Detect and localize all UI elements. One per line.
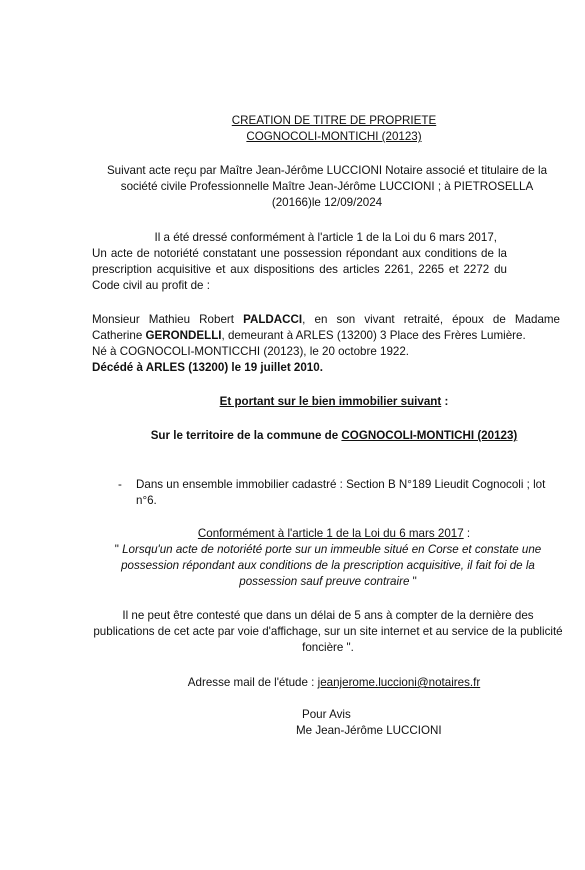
signatory: Me Jean-Jérôme LUCCIONI [296, 724, 442, 737]
beneficiary-line-1 [92, 312, 560, 328]
acte-line-3: (20166)le 12/09/2024 [271, 196, 383, 209]
document-title [94, 113, 574, 145]
spouse-firstname: Catherine [92, 329, 146, 342]
property-description: Dans un ensemble immobilier cadastré : Section B N°189 Lieudit Cognocoli ; lot n°6. [136, 478, 546, 507]
acte-paragraph [92, 163, 562, 211]
title-line-2: COGNOCOLI-MONTICHI (20123) [246, 130, 422, 143]
spouse-surname: GERONDELLI [145, 329, 222, 342]
territory-heading [94, 428, 574, 444]
acte-line-1: Suivant acte reçu par Maître Jean-Jérôme LUCCIONI Notaire associé et titulaire de la [106, 164, 548, 177]
law-reference-colon: : [463, 527, 471, 540]
title-line-1: CREATION DE TITRE DE PROPRIETE [231, 114, 437, 127]
contact-email-link[interactable]: jeanjerome.luccioni@notaires.fr [317, 676, 481, 689]
beneficiary-paragraph [92, 312, 560, 376]
property-heading [94, 394, 574, 410]
contact-label: Adresse mail de l'étude : [187, 676, 318, 689]
pour-avis [296, 707, 556, 723]
acte-line-2: société civile Professionnelle Maître Jean-Jérôme LUCCIONI ; à PIETROSELLA [120, 180, 534, 193]
notoriete-paragraph [92, 230, 507, 294]
death-line: Décédé à ARLES (13200) le 19 juillet 2010. [92, 361, 323, 374]
beneficiary-line-2 [92, 328, 560, 344]
quote-text: Lorsqu'un acte de notoriété porte sur un immeuble situé en Corse et constate une possession répondant aux conditions de la prescription acquisitive, il fait foi de la possession sauf preuve contraire [121, 543, 542, 588]
property-heading-text: Et portant sur le bien immobilier suivant [219, 395, 442, 408]
law-reference-text: Conformément à l'article 1 de la Loi du 6 mars 2017 [197, 527, 464, 540]
law-quote [92, 542, 564, 590]
beneficiary-surname: PALDACCI [243, 313, 303, 326]
territory-commune: COGNOCOLI-MONTICHI (20123) [341, 429, 518, 442]
birth-line: Né à COGNOCOLI-MONTICCHI (20123), le 20 octobre 1922. [92, 345, 410, 358]
quote-open: " [114, 543, 123, 556]
list-dash: - [118, 478, 122, 491]
quote-close: " [409, 575, 417, 588]
beneficiary-status: , en son vivant retraité, époux de Madame [302, 313, 561, 326]
property-heading-colon: : [441, 395, 449, 408]
law-reference [94, 526, 574, 542]
pour-avis-text: Pour Avis [302, 708, 351, 721]
beneficiary-address: , demeurant à ARLES (13200) 3 Place des Frères Lumière. [221, 329, 526, 342]
notoriete-line-1: Il a été dressé conformément à l'article 1 de la Loi du 6 mars 2017, [154, 231, 497, 244]
beneficiary-prefix: Monsieur Mathieu Robert [92, 313, 244, 326]
territory-prefix: Sur le territoire de la commune de [150, 429, 342, 442]
contest-paragraph: Il ne peut être contesté que dans un délai de 5 ans à compter de la dernière des publications de cet acte par voie d'affichage, sur un site internet et au service de la publicité foncière ". [93, 609, 563, 654]
contact-line [94, 675, 574, 691]
notoriete-body: Un acte de notoriété constatant une possession répondant aux conditions de la prescription acquisitive et aux dispositions des articles 2261, 2265 et 2272 du Code civil au profit de : [92, 247, 507, 292]
